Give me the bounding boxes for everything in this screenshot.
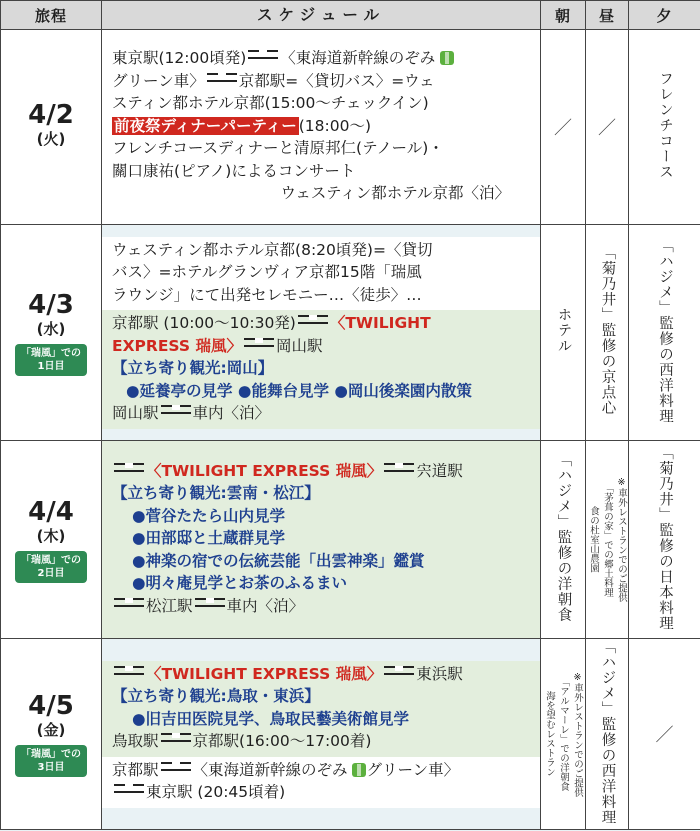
text-line: 岡山駅 bbox=[275, 336, 323, 355]
text-line: ●明々庵見学とお茶のふるまい bbox=[132, 574, 348, 593]
text-line: ラウンジ」にて出発セレモニー…〈徒歩〉… bbox=[112, 285, 422, 304]
text-line: フレンチコース bbox=[657, 70, 673, 180]
dinner-cell bbox=[629, 30, 700, 225]
day-badge bbox=[15, 551, 87, 583]
text-line: 宍道駅 bbox=[416, 461, 463, 480]
train-line-icon bbox=[384, 666, 414, 675]
schedule-cell bbox=[102, 225, 541, 441]
text-line: (18:00〜) bbox=[298, 116, 372, 135]
text-line: 食の杜室山農園 bbox=[588, 506, 599, 573]
date: 4/2 bbox=[28, 100, 74, 130]
text-line: ／ bbox=[598, 118, 616, 139]
text-line: 「菊乃井」監修の日本料理 bbox=[657, 444, 673, 631]
text-line: 東京駅 (20:45頃着) bbox=[146, 783, 286, 801]
text-line: 【立ち寄り観光:岡山】 bbox=[112, 359, 274, 377]
text-line: 「瑞風」での bbox=[21, 347, 81, 359]
header-row bbox=[1, 1, 700, 30]
text-line: 【立ち寄り観光:鳥取・東浜】 bbox=[112, 687, 320, 705]
text-line: (木) bbox=[36, 526, 66, 545]
text-line: 海を望むレストラン bbox=[544, 691, 555, 777]
text-line: ●神楽の宿での伝統芸能「出雲神楽」鑑賞 bbox=[132, 551, 425, 570]
train-line-icon bbox=[161, 762, 191, 771]
green-car-clover-icon bbox=[352, 763, 366, 777]
text-line: 「ハジメ」監修の洋朝食 bbox=[555, 452, 572, 623]
text-line: 京都駅 (10:00〜10:30発) bbox=[112, 314, 296, 332]
text-line: 京都駅(16:00〜17:00着) bbox=[192, 732, 372, 750]
text-line: 岡山駅 bbox=[112, 404, 159, 422]
text-line: 東京駅(12:00頃発) bbox=[112, 49, 247, 68]
text-line: バス〉=ホテルグランヴィア京都15階「瑞風 bbox=[112, 263, 422, 281]
dinner-cell bbox=[629, 441, 700, 639]
day-row-1 bbox=[1, 30, 700, 225]
train-line-icon bbox=[114, 666, 144, 675]
text-line: 「ハジメ」監修の西洋料理 bbox=[599, 639, 616, 825]
schedule-cell bbox=[102, 639, 541, 830]
green-car-clover-icon bbox=[440, 51, 454, 65]
text-line: EXPRESS 瑞風〉 bbox=[112, 336, 242, 355]
text-line: 「瑞風」での bbox=[21, 554, 81, 566]
breakfast-cell bbox=[541, 30, 586, 225]
text-line: 「茅葺の家」での郷土料理 bbox=[602, 482, 613, 597]
text-line: グリーン車〉 bbox=[366, 760, 460, 779]
text-line: ※車外レストランでのご提供 bbox=[572, 671, 583, 797]
day-row-2 bbox=[1, 225, 700, 441]
date-cell bbox=[1, 639, 102, 830]
train-line-icon bbox=[298, 315, 328, 324]
text-line: 〈東海道新幹線のぞみ bbox=[192, 760, 348, 779]
text-line: 車内〈泊〉 bbox=[192, 404, 271, 422]
lunch-cell bbox=[586, 30, 629, 225]
train-line-icon bbox=[248, 50, 278, 59]
lunch-cell bbox=[586, 639, 629, 830]
header-lunch: 昼 bbox=[586, 1, 629, 30]
lunch-cell bbox=[586, 225, 629, 441]
text-line: 關口康祐(ピアノ)によるコンサート bbox=[112, 161, 356, 180]
header-date: 旅程 bbox=[1, 1, 102, 30]
text-line: グリーン車〉 bbox=[112, 71, 205, 90]
text-line: スティン都ホテル京都(15:00〜チェックイン) bbox=[112, 94, 429, 113]
event-highlight: 前夜祭ディナーパーティー bbox=[114, 116, 297, 135]
text-line: 鳥取駅 bbox=[112, 732, 159, 750]
text-line: ●田部邸と土蔵群見学 bbox=[132, 529, 286, 548]
text-line: 4/5 bbox=[28, 691, 74, 721]
text-line: 「菊乃井」監修の京点心 bbox=[599, 245, 616, 416]
text-line: ●延養亭の見学 ●能舞台見学 ●岡山後楽園内散策 bbox=[126, 381, 472, 400]
text-line: 京都駅 bbox=[112, 760, 159, 779]
day-badge bbox=[15, 745, 87, 777]
breakfast-cell bbox=[541, 441, 586, 639]
text-line: ウェスティン都ホテル京都〈泊〉 bbox=[280, 184, 510, 203]
header-breakfast: 朝 bbox=[541, 1, 586, 30]
text-line: 〈TWILIGHT EXPRESS 瑞風〉 bbox=[146, 664, 383, 683]
text-line: 「瑞風」での bbox=[21, 749, 81, 760]
day-row-3 bbox=[1, 441, 700, 639]
train-line-icon bbox=[195, 598, 225, 607]
date-cell bbox=[1, 225, 102, 441]
text-line: 京都駅=〈貸切バス〉=ウェ bbox=[238, 71, 435, 90]
date-cell bbox=[1, 30, 102, 225]
date: 4/3 bbox=[28, 289, 74, 320]
train-line-icon bbox=[384, 463, 414, 472]
dinner-cell bbox=[629, 225, 700, 441]
text-line: 〈東海道新幹線のぞみ bbox=[280, 49, 436, 68]
weekday: (水) bbox=[36, 319, 66, 338]
breakfast-cell bbox=[541, 639, 586, 830]
day-row-4 bbox=[1, 639, 700, 830]
schedule-cell bbox=[102, 30, 541, 225]
header-dinner: 夕 bbox=[629, 1, 700, 30]
text-line: ／ bbox=[655, 725, 674, 746]
train-line-icon bbox=[161, 405, 191, 414]
text-line: ウェスティン都ホテル京都(8:20頃発)=〈貸切 bbox=[112, 240, 433, 259]
text-line: フレンチコースディナーと清原邦仁(テノール)・ bbox=[112, 139, 444, 158]
text-line: 「ハジメ」監修の西洋料理 bbox=[657, 237, 673, 424]
text-line: ／ bbox=[554, 118, 572, 139]
weekday: (火) bbox=[36, 130, 66, 148]
text-line: ホテル bbox=[555, 307, 572, 354]
text-line: 「アルマーレ」での洋朝食 bbox=[558, 677, 569, 791]
date-cell bbox=[1, 441, 102, 639]
text-line: 1日目 bbox=[37, 360, 65, 372]
text-line: 3日目 bbox=[37, 762, 65, 773]
text-line: 〈TWILIGHT bbox=[329, 314, 431, 332]
text-line: 【立ち寄り観光:雲南・松江】 bbox=[112, 484, 320, 503]
text-line: ●菅谷たたら山内見学 bbox=[132, 506, 286, 525]
header-schedule: スケジュール bbox=[102, 1, 541, 30]
text-line: ●旧吉田医院見学、鳥取民藝美術館見学 bbox=[132, 709, 410, 728]
breakfast-cell bbox=[541, 225, 586, 441]
train-line-icon bbox=[244, 338, 274, 347]
train-line-icon bbox=[114, 598, 144, 607]
train-line-icon bbox=[114, 784, 144, 793]
lunch-cell bbox=[586, 441, 629, 639]
text-line: 松江駅 bbox=[146, 596, 193, 615]
schedule-cell bbox=[102, 441, 541, 639]
dinner-cell bbox=[629, 639, 700, 830]
text-line: 車内〈泊〉 bbox=[226, 596, 305, 615]
train-line-icon bbox=[207, 73, 237, 82]
text-line: (金) bbox=[36, 721, 66, 739]
day-badge bbox=[15, 344, 87, 376]
text-line: ※車外レストランでのご提供 bbox=[616, 477, 627, 602]
train-line-icon bbox=[114, 463, 144, 472]
train-line-icon bbox=[161, 733, 191, 742]
text-line: 2日目 bbox=[37, 567, 65, 579]
text-line: 4/4 bbox=[28, 496, 74, 527]
text-line: 東浜駅 bbox=[416, 664, 463, 683]
text-line: 〈TWILIGHT EXPRESS 瑞風〉 bbox=[146, 461, 383, 480]
